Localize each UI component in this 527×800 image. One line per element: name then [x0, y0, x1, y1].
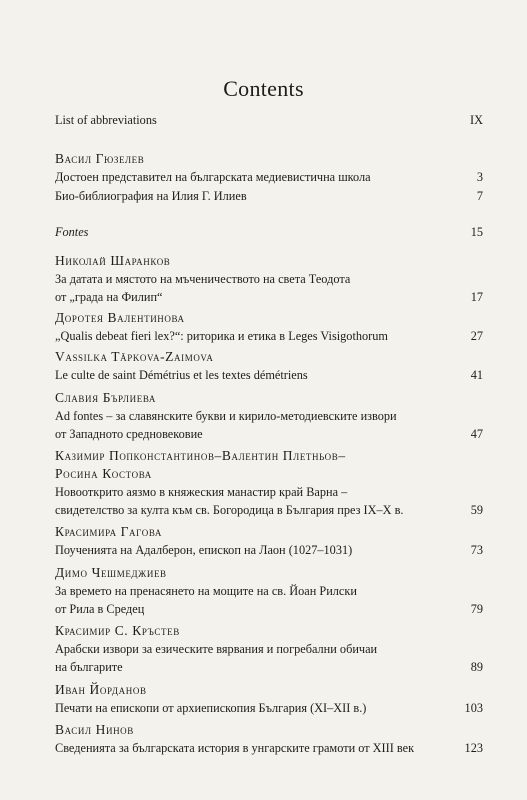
toc-title-continued: от „града на Филип“	[55, 290, 163, 304]
toc-title: Печати на епископи от архиепископия България (XI–XII в.)	[55, 701, 367, 715]
toc-author: Vassilka Tăpkova-Zaimova	[55, 349, 214, 364]
toc-title-continued: от Рила в Средец	[55, 602, 145, 616]
toc-page-number: 123	[464, 741, 483, 755]
toc-page-number: 7	[476, 189, 483, 203]
toc-entry	[55, 523, 483, 559]
toc-author: Красимир С. Кръстев	[55, 623, 180, 638]
toc-title: За времето на пренасянето на мощите на св. Йоан Рилски	[55, 584, 357, 598]
toc-page-number: 17	[470, 290, 483, 304]
toc-page-number: 47	[470, 427, 483, 441]
toc-author: Димо Чешмеджиев	[55, 565, 167, 580]
toc-entry	[55, 564, 483, 618]
toc-entry-abbreviations	[55, 111, 483, 129]
toc-title: Био-библиография на Илия Г. Илиев	[55, 189, 247, 203]
toc-entry	[55, 309, 483, 345]
toc-author: Николай Шаранков	[55, 253, 171, 268]
toc-title: Сведенията за българската история в унгарските грамоти от XIII век	[55, 741, 415, 755]
toc-title-continued: свидетелство за култа към св. Богородица в България през IX–X в.	[55, 503, 404, 517]
toc-entry	[55, 622, 483, 676]
toc-title: Достоен представител на българската медиевистична школа	[55, 170, 371, 184]
toc-title-continued: на българите	[55, 660, 123, 674]
toc-page-number: 59	[470, 503, 483, 517]
toc-entry	[55, 187, 483, 205]
toc-author: Иван Йорданов	[55, 682, 147, 697]
toc-title: Поученията на Адалберон, епископ на Лаон (1027–1031)	[55, 543, 353, 557]
toc-page-number: 15	[470, 225, 483, 239]
toc-author: Васил Нинов	[55, 722, 134, 737]
toc-page-number: 79	[470, 602, 483, 616]
toc-page-number: 103	[464, 701, 483, 715]
toc-title: Le culte de saint Démétrius et les textes démétriens	[55, 368, 308, 382]
contents-heading: Contents	[223, 76, 304, 101]
toc-title: „Qualis debeat fieri lex?“: риторика и етика в Leges Visigothorum	[55, 329, 388, 343]
toc-page-number: 89	[470, 660, 483, 674]
toc-page-number: 41	[470, 368, 483, 382]
toc-title: Ad fontes – за славянските букви и кирило-методиевските извори	[55, 409, 397, 423]
toc-entry	[55, 681, 483, 717]
toc-section-fontes	[55, 223, 483, 241]
toc-section-title: Fontes	[55, 225, 89, 239]
toc-title: Арабски извори за езическите вярвания и погребални обичаи	[55, 642, 378, 656]
toc-page-number: 27	[470, 329, 483, 343]
toc-title: За датата и мястото на мъченичеството на света Теодота	[55, 272, 351, 286]
toc-author: Красимира Гагова	[55, 524, 162, 539]
toc-title-continued: от Западното средновековие	[55, 427, 203, 441]
toc-author-continued: Росина Костова	[55, 466, 152, 481]
toc-entry	[55, 348, 483, 384]
toc-author: Славия Бърлиева	[55, 390, 156, 405]
toc-entry	[55, 150, 483, 186]
toc-entry	[55, 721, 483, 757]
toc-title: Новооткрито аязмо в княжеския манастир край Варна –	[55, 485, 348, 499]
toc-entry	[55, 447, 483, 519]
toc-page-number: IX	[470, 113, 483, 127]
toc-author: Васил Гюзелев	[55, 151, 145, 166]
toc-author: Казимир Попконстантинов–Валентин Плетньов–	[55, 448, 346, 463]
toc-page-number: 3	[476, 170, 483, 184]
toc-title: List of abbreviations	[55, 113, 157, 127]
toc-author: Доротея Валентинова	[55, 310, 185, 325]
toc-entry	[55, 252, 483, 306]
toc-page-number: 73	[470, 543, 483, 557]
toc-entry	[55, 389, 483, 443]
